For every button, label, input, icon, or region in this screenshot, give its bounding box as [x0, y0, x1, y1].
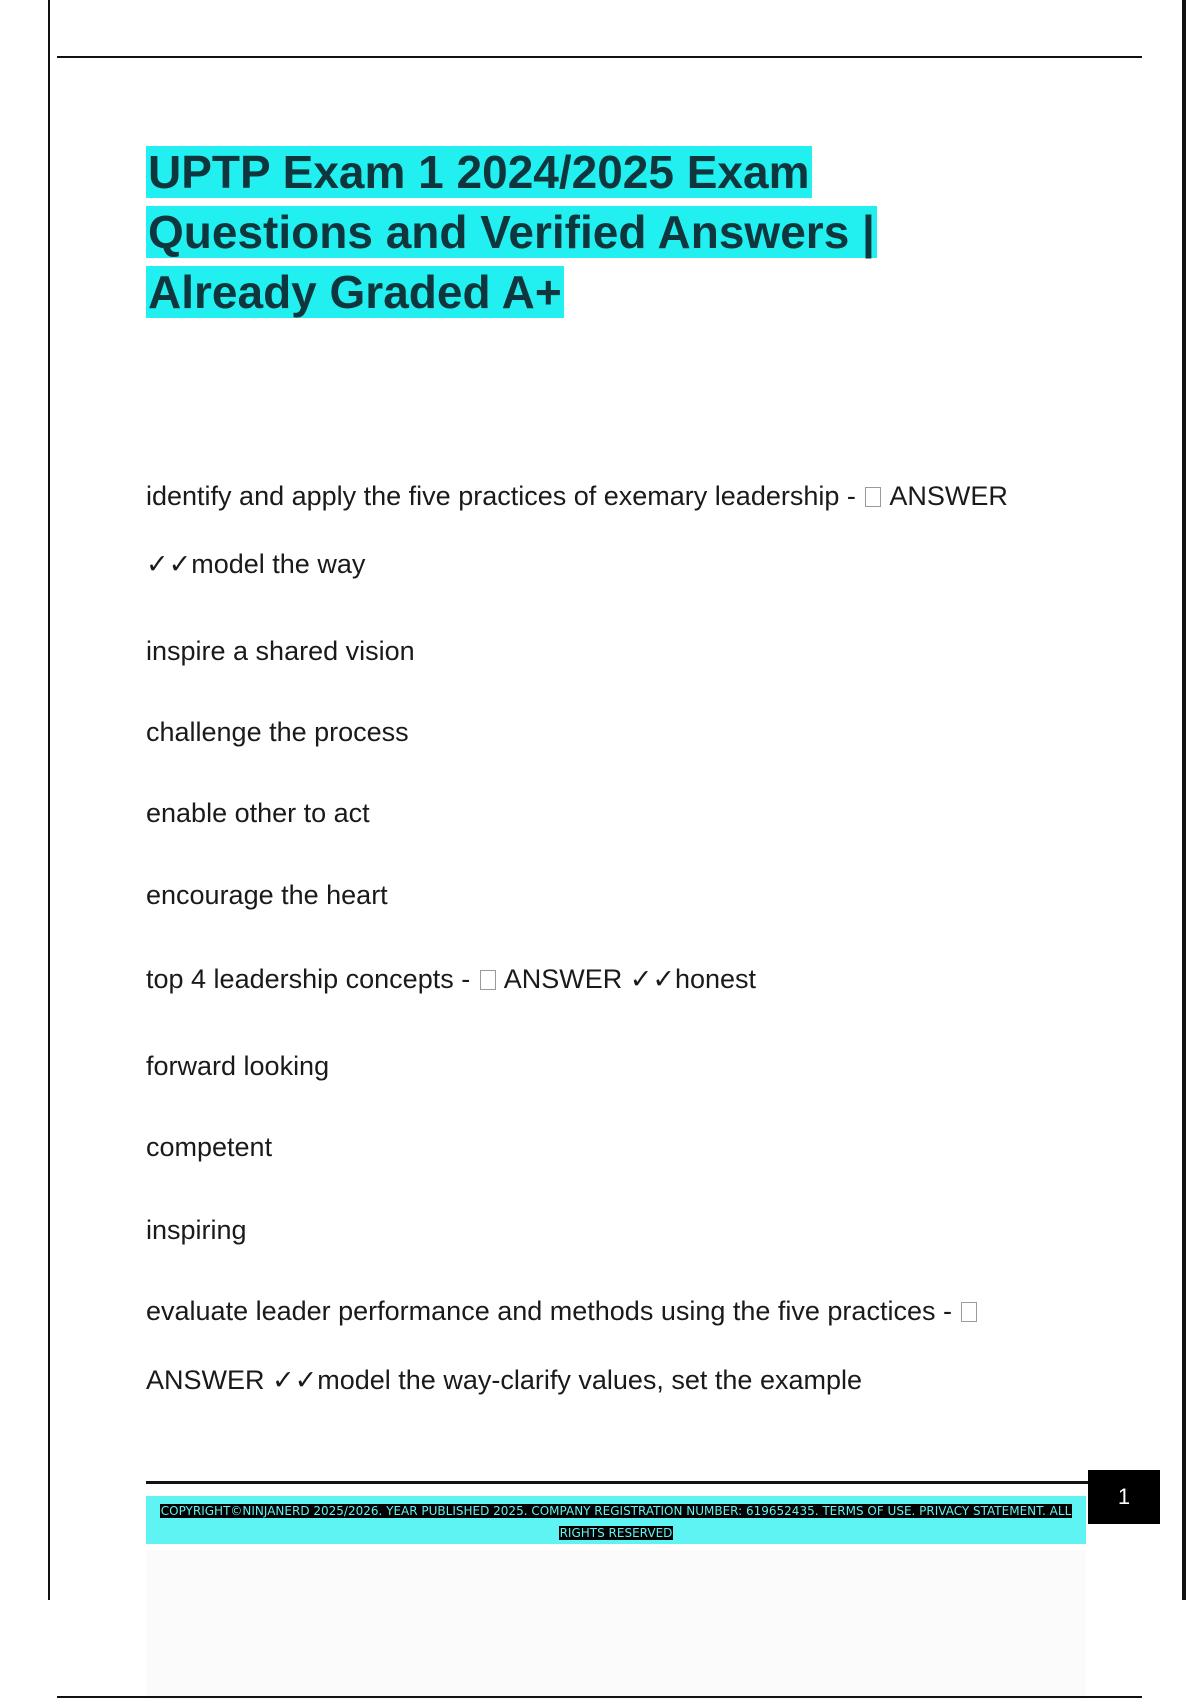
next-page-rule — [57, 1696, 1142, 1698]
answer-1-item: inspire a shared vision — [146, 636, 415, 666]
answer-2-item: competent — [146, 1132, 273, 1162]
page-border-left — [48, 0, 50, 1600]
question-1-text: identify and apply the five practices of exemary leadership - — [146, 481, 856, 511]
document-title — [146, 142, 966, 322]
checkbox-glyph-icon — [961, 1302, 977, 1322]
copyright-text: COPYRIGHT©NINJANERD 2025/2026. YEAR PUBLISHED 2025. COMPANY REGISTRATION NUMBER: 619652435. TERMS OF USE. PRIVACY STATEMENT. ALL RIGHTS RESERVED — [160, 1504, 1072, 1540]
answer-3: ANSWER ✓✓model the way-clarify values, set the example — [146, 1365, 863, 1395]
answer-label: ANSWER — [889, 481, 1008, 511]
answer-2-item: inspiring — [146, 1215, 247, 1245]
answer-1-item: challenge the process — [146, 717, 409, 747]
answer-1-item: enable other to act — [146, 798, 370, 828]
answer-1: ✓✓model the way — [146, 549, 366, 579]
next-page-area — [146, 1550, 1086, 1700]
question-3-text: evaluate leader performance and methods using the five practices - — [146, 1296, 952, 1326]
copyright-footer — [146, 1500, 1086, 1544]
question-2-text: top 4 leadership concepts - — [146, 964, 471, 994]
question-3 — [146, 1294, 979, 1328]
document-title-text: UPTP Exam 1 2024/2025 Exam Questions and Verified Answers | Already Graded A+ — [148, 146, 875, 318]
page-border-right — [1182, 0, 1186, 1600]
question-1 — [146, 479, 1008, 513]
answer-2-item: forward looking — [146, 1051, 330, 1081]
header-rule — [57, 56, 1142, 58]
page-number: 1 — [1088, 1470, 1160, 1524]
answer-1-item: encourage the heart — [146, 880, 388, 910]
checkbox-glyph-icon — [865, 487, 881, 507]
checkbox-glyph-icon — [480, 970, 496, 990]
question-2 — [146, 962, 756, 996]
answer-2: ANSWER ✓✓honest — [503, 964, 757, 994]
footer-rule — [146, 1481, 1090, 1484]
